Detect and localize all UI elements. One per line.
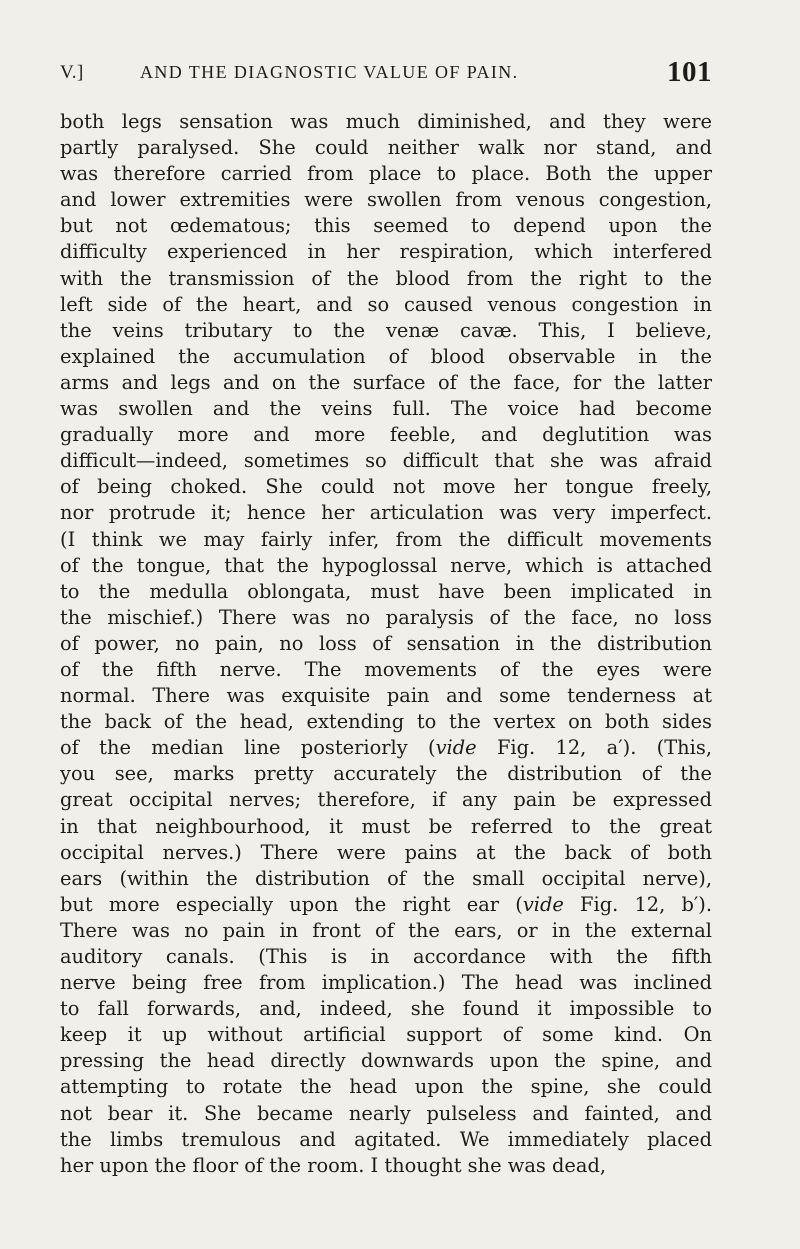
chapter-number: V.] (60, 62, 84, 83)
text-line: pressing the head directly downwards upon the spine, and (60, 1049, 712, 1073)
text-line: but not œdematous; this seemed to depend upon the (60, 214, 712, 238)
text-line: partly paralysed. She could neither walk nor stand, and (60, 136, 712, 160)
text-line: ears (within the distribution of the small occipital nerve), (60, 866, 712, 890)
text-line: to the medulla oblongata, must have been implicated in (60, 579, 712, 603)
text-line: nor protrude it; hence her articulation was very imperfect. (60, 501, 712, 525)
text-line: left side of the heart, and so caused venous congestion in (60, 292, 712, 316)
text-line: great occipital nerves; therefore, if any pain be expressed (60, 788, 712, 812)
text-line: both legs sensation was much diminished, and they were (60, 110, 712, 133)
text-line: to fall forwards, and, indeed, she found it impossible to (60, 997, 712, 1021)
body-text (60, 109, 712, 1179)
running-head (60, 56, 712, 94)
text-line: explained the accumulation of blood observable in the (60, 344, 712, 368)
text-line: the veins tributary to the venæ cavæ. This, I believe, (60, 318, 712, 342)
text-line: the back of the head, extending to the vertex on both sides (60, 710, 712, 734)
text-line: There was no pain in front of the ears, or in the external (60, 918, 712, 942)
page-number: 101 (667, 56, 712, 88)
text-line: auditory canals. (This is in accordance with the fifth (60, 945, 712, 968)
text-line: of being choked. She could not move her tongue freely, (60, 475, 712, 499)
text-line: of the tongue, that the hypoglossal nerve, which is attached (60, 553, 712, 577)
text-line: and lower extremities were swollen from venous congestion, (60, 188, 712, 212)
text-line: the mischief.) There was no paralysis of the face, no loss (60, 605, 712, 629)
text-line: with the transmission of the blood from the right to the (60, 266, 712, 290)
text-line: nerve being free from implication.) The head was inclined (60, 971, 712, 995)
text-line: gradually more and more feeble, and deglutition was (60, 423, 712, 447)
text-line: was swollen and the veins full. The voice had become (60, 397, 712, 421)
text-line: of the median line posteriorly (vide Fig. 12, a′). (This, (60, 736, 712, 760)
text-line: keep it up without artificial support of some kind. On (60, 1023, 712, 1047)
running-title: AND THE DIAGNOSTIC VALUE OF PAIN. (140, 62, 519, 82)
text-line: normal. There was exquisite pain and some tenderness at (60, 684, 712, 708)
text-line: occipital nerves.) There were pains at the back of both (60, 840, 712, 864)
text-line: not bear it. She became nearly pulseless and fainted, and (60, 1101, 712, 1125)
text-line: of the fifth nerve. The movements of the eyes were (60, 657, 712, 681)
text-line: (I think we may fairly infer, from the difficult movements (60, 527, 712, 551)
text-line: but more especially upon the right ear (vide Fig. 12, b′). (60, 892, 712, 916)
text-line: attempting to rotate the head upon the spine, she could (60, 1075, 712, 1099)
text-line: of power, no pain, no loss of sensation in the distribution (60, 631, 712, 655)
text-line: arms and legs and on the surface of the face, for the latter (60, 370, 712, 394)
text-line: was therefore carried from place to place. Both the upper (60, 162, 712, 186)
text-line: difficult—indeed, sometimes so difficult that she was afraid (60, 449, 712, 473)
text-line: difficulty experienced in her respiration, which interfered (60, 240, 712, 264)
text-line: the limbs tremulous and agitated. We immediately placed (60, 1127, 712, 1151)
text-line: you see, marks pretty accurately the distribution of the (60, 762, 712, 786)
text-line: in that neighbourhood, it must be referred to the great (60, 814, 712, 838)
text-line: her upon the floor of the room. I thought she was dead, (60, 1153, 607, 1177)
